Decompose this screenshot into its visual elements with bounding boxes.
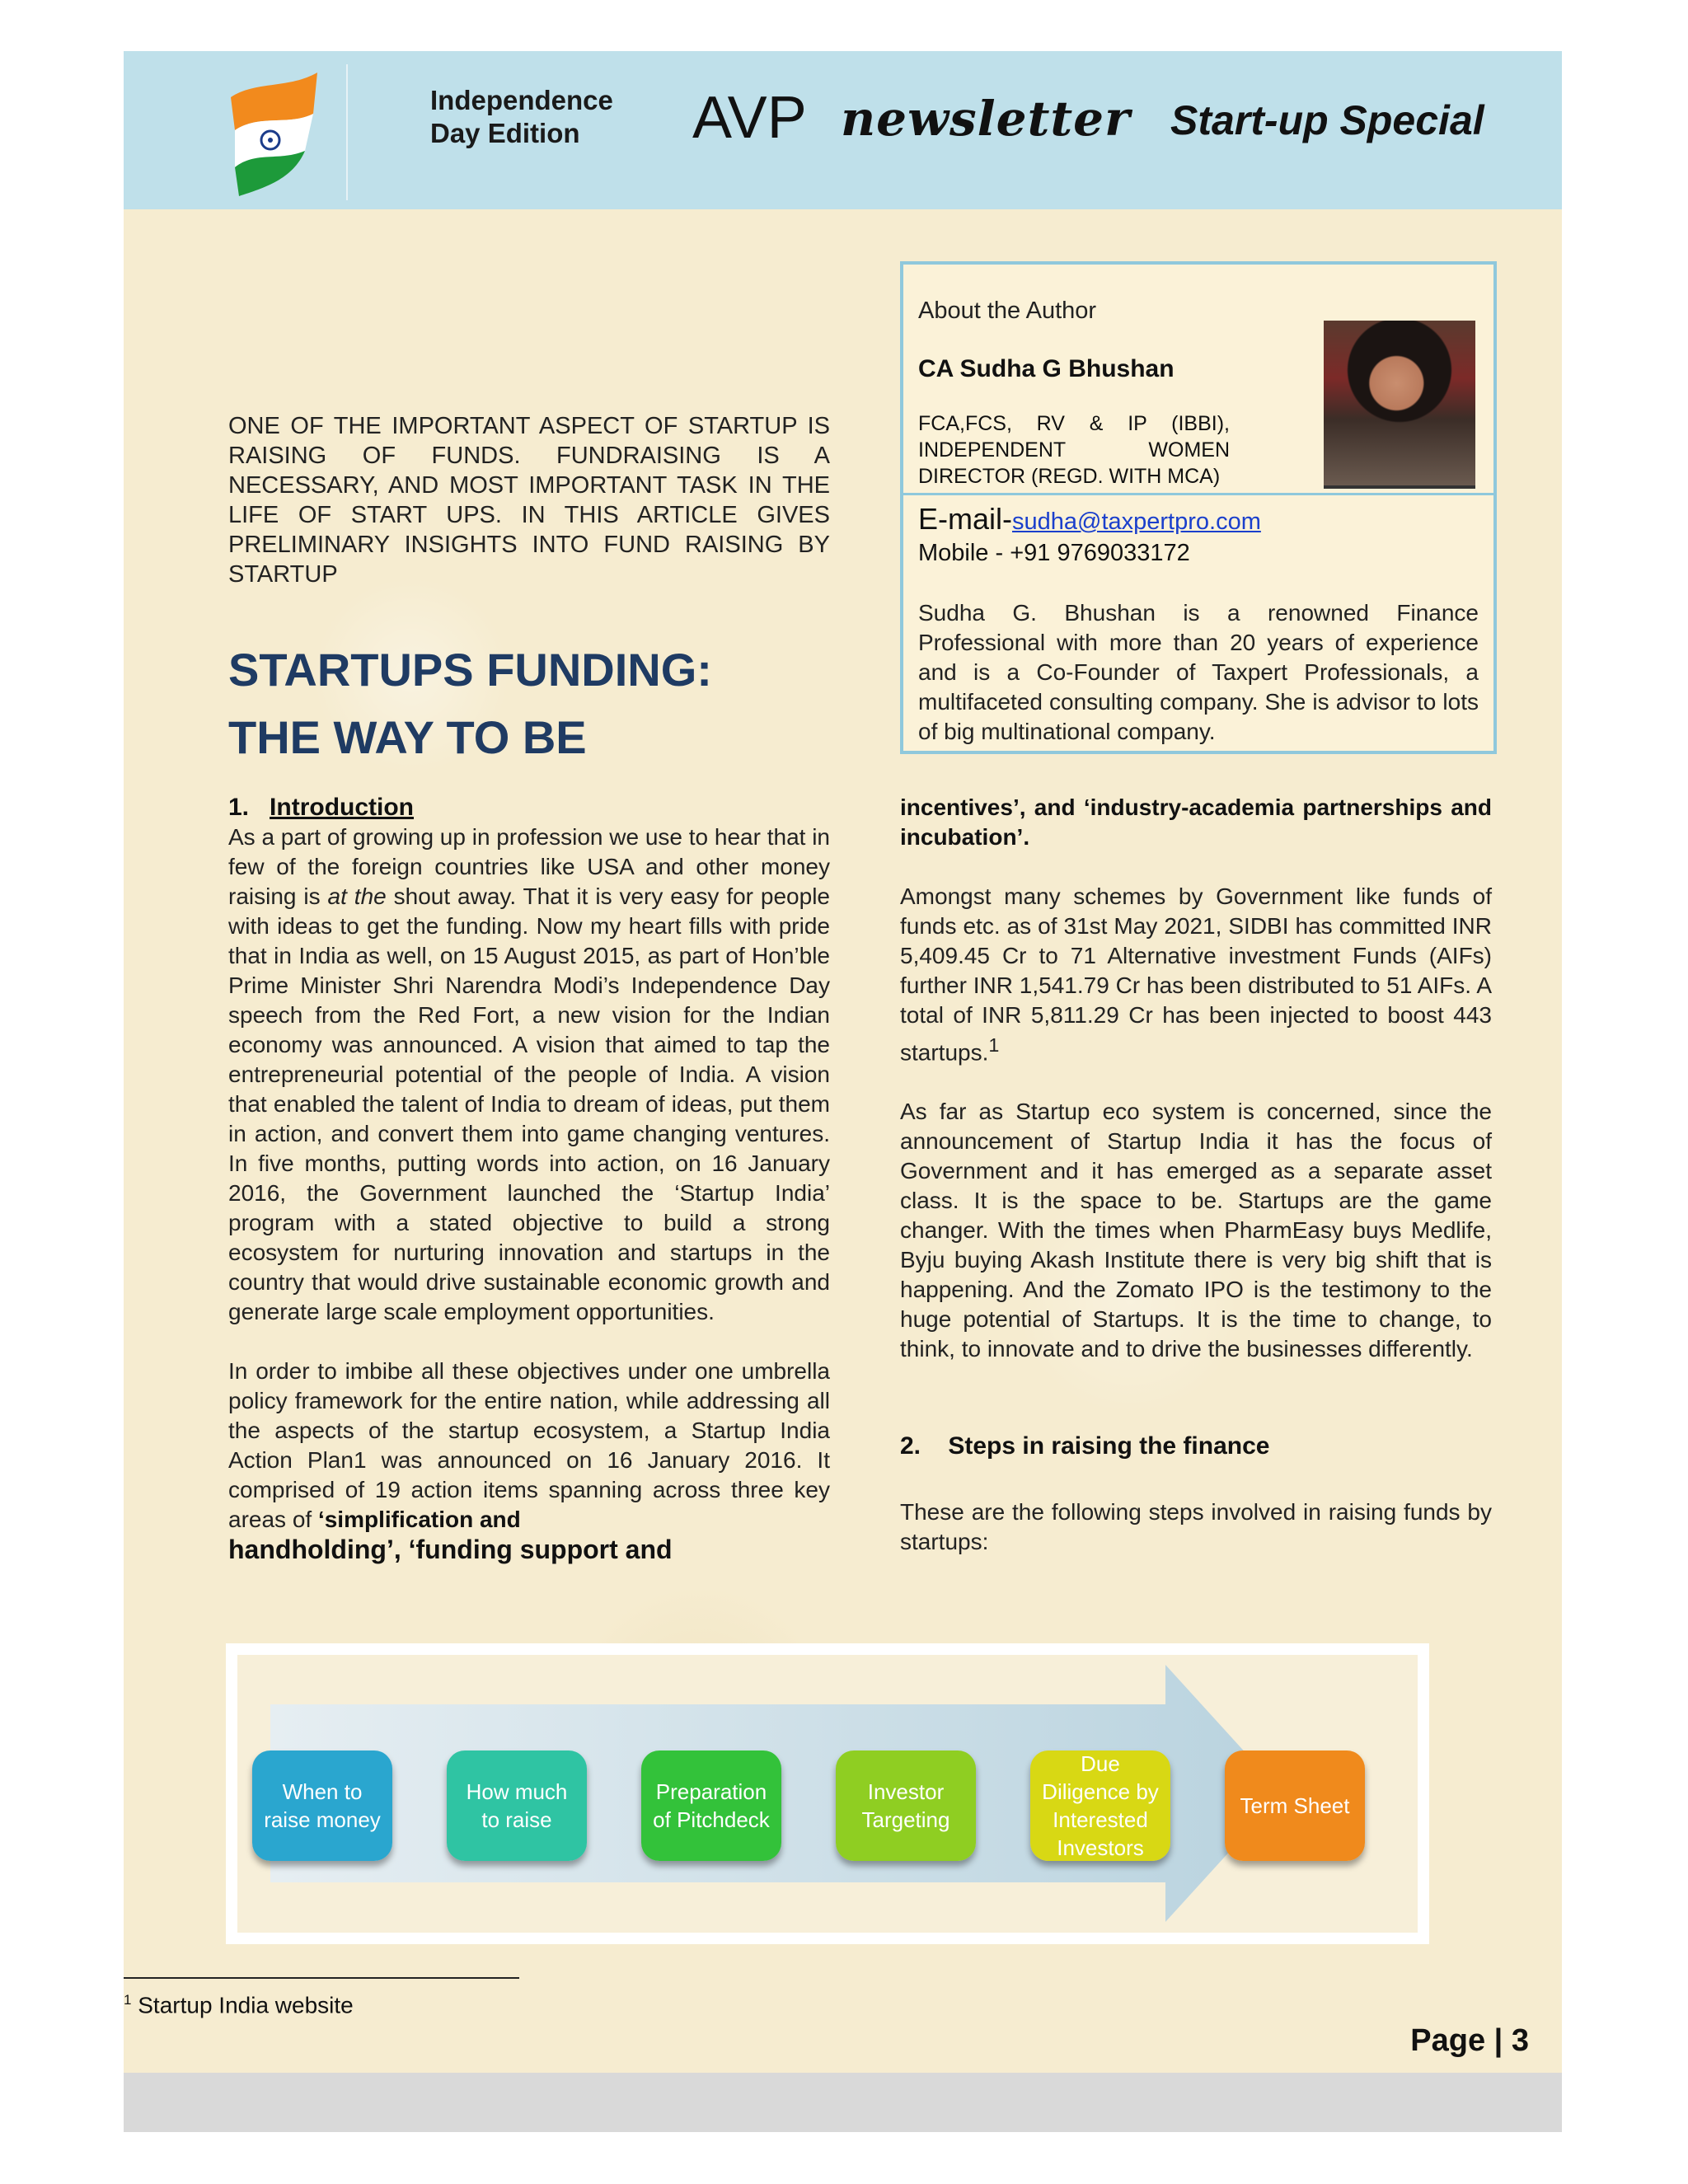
section-2-number: 2. (900, 1432, 921, 1460)
para1-text-b: shout away. That it is very easy for people with ideas to get the funding. Now my heart fills with pride that in India as well, on 15 August 2015, as part of Hon’ble Prime Minister Shri Narendra Modi’s Independence Day speech from the Red Fort, a new vision for the Indian economy was announced. A vision that aimed to tap the entrepreneurial potential of the people of India. A vision that enabled the talent of India to dream of ideas, put them in action, and convert them into game changing ventures. In five months, putting words into action, on 16 January 2016, the Government launched the ‘Startup India’ program with a stated objective to build a strong ecosystem for nurturing innovation and startups in the country that would drive sustainable economic growth and generate large scale employment opportunities. (228, 883, 830, 1324)
para2-big-bold: handholding’, ‘funding support and (228, 1535, 673, 1564)
para3-text: Amongst many schemes by Government like funds of funds etc. as of 31st May 2021, SIDBI has committed INR 5,409.45 Cr to 71 Alternative investment Funds (AIFs) further INR 1,541.79 Cr has been distributed to 51 AIFs. A total of INR 5,811.29 Cr has been injected to boost 443 startups. (900, 883, 1492, 1066)
page-number: Page | 3 (1410, 2023, 1529, 2058)
author-box-label: About the Author (918, 298, 1097, 324)
title-line-1: STARTUPS FUNDING: (228, 644, 712, 696)
section-1-heading (228, 793, 830, 823)
title-line-2: THE WAY TO BE (228, 711, 587, 763)
diagram-background (237, 1655, 1418, 1933)
action-plan-paragraph (228, 1357, 830, 1566)
right-column (900, 793, 1492, 1586)
newsletter-page (124, 51, 1562, 2132)
author-name: CA Sudha G Bhushan (918, 355, 1175, 382)
author-email-link[interactable]: sudha@taxpertpro.com (1012, 509, 1261, 535)
brand-name: AVP (692, 85, 807, 151)
funding-steps-diagram (226, 1643, 1429, 1944)
step-label: Due Diligence by Interested Investors (1042, 1751, 1159, 1860)
footnote-text: Startup India website (138, 1992, 354, 2018)
para2-bold: ‘simplification and (317, 1507, 521, 1532)
para1-emphasis: at the (327, 883, 387, 909)
author-email-line (918, 502, 1261, 537)
section-1-number: 1. (228, 794, 250, 821)
newsletter-header (124, 51, 1562, 209)
about-author-box (900, 261, 1497, 754)
footnote-rule (124, 1977, 519, 1979)
step-box (836, 1750, 976, 1861)
step-label: How much to raise (466, 1779, 568, 1832)
author-photo (1324, 321, 1475, 489)
footnote-ref: 1 (988, 1034, 1000, 1056)
author-bio: Sudha G. Bhushan is a renowned Finance Professional with more than 20 years of experience and is a Co-Founder of Taxpert Professionals, a multifaceted consulting company. She is advisor to lots of big multinational company. (918, 600, 1479, 744)
left-column (228, 793, 830, 1596)
intro-paragraph (228, 823, 830, 1327)
step-label: Investor Targeting (861, 1779, 950, 1832)
newsletter-title: newsletter (841, 91, 1131, 147)
step-label: Term Sheet (1240, 1793, 1350, 1818)
article-title (228, 636, 838, 771)
step-box (1225, 1750, 1365, 1861)
step-box (447, 1750, 587, 1861)
para2-text: In order to imbibe all these objectives under one umbrella policy framework for the entire nation, while addressing all the aspects of the startup ecosystem, a Startup India Action Plan1 was announced on 16 January 2016. It comprised of 19 action items spanning across three key areas of (228, 1358, 830, 1532)
footnote-number: 1 (124, 1992, 132, 2008)
ecosystem-paragraph: As far as Startup eco system is concerned, since the announcement of Startup India it has the focus of Government and it has emerged as a separate asset class. It is the space to be. Startups are the game changer. With the times when PharmEasy buys Medlife, Byju buying Akash Institute there is very big shift that is happening. And the Zomato IPO is the testimony to the huge potential of Startups. It is the time to change, to think, to innovate and to drive the businesses differently. (900, 1099, 1492, 1362)
edition-label (430, 84, 613, 150)
step-box (641, 1750, 781, 1861)
continued-bold-text: incentives’, and ‘industry-academia partnerships and incubation’. (900, 794, 1492, 850)
footnote (124, 1992, 354, 2018)
author-mobile: Mobile - +91 9769033172 (918, 540, 1190, 566)
footer-band (124, 2073, 1562, 2132)
edition-line-1: Independence (430, 85, 613, 115)
edition-line-2: Day Edition (430, 118, 580, 148)
section-2-title: Steps in raising the finance (948, 1432, 1270, 1460)
section-1-title: Introduction (270, 794, 415, 821)
step-box (1030, 1750, 1170, 1861)
step-label: Preparation of Pitchdeck (653, 1779, 770, 1832)
email-label: E-mail- (918, 502, 1012, 536)
india-flag-icon (214, 64, 348, 200)
issue-theme: Start-up Special (1170, 97, 1484, 143)
step-label: When to raise money (264, 1779, 381, 1832)
para1-text-a: As a part of growing up in profession we use to hear that in few of the foreign countries like USA and other money raising is (228, 824, 830, 909)
article-lead: ONE OF THE IMPORTANT ASPECT OF STARTUP IS RAISING OF FUNDS. FUNDRAISING IS A NECESSARY, AND MOST IMPORTANT TASK IN THE LIFE OF START UPS. IN THIS ARTICLE GIVES PRELIMINARY INSIGHTS INTO FUND RAISING BY STARTUP (228, 413, 830, 588)
section-2-heading (900, 1432, 1492, 1461)
sidbi-paragraph (900, 882, 1492, 1067)
author-divider (903, 493, 1493, 495)
step-box (252, 1750, 392, 1861)
author-qualifications: FCA,FCS, RV & IP (IBBI), INDEPENDENT WOMEN DIRECTOR (REGD. WITH MCA) (918, 412, 1230, 488)
steps-intro: These are the following steps involved in raising funds by startups: (900, 1499, 1492, 1555)
